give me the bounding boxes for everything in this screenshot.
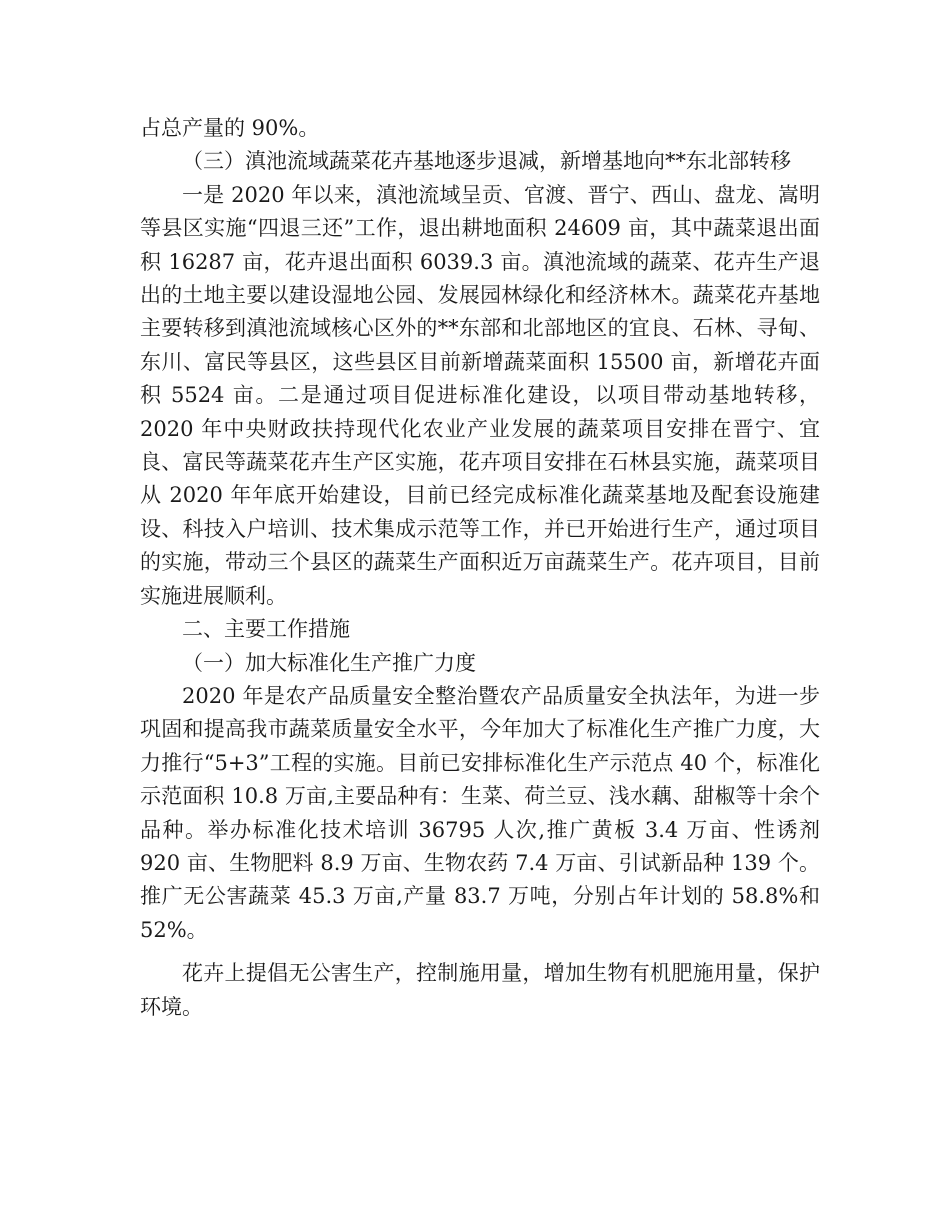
paragraph-body: 一是 2020 年以来，滇池流域呈贡、官渡、晋宁、西山、盘龙、嵩明等县区实施“四退三还”工作，退出耕地面积 24609 亩，其中蔬菜退出面积 16287 亩，花卉退出面积 6039.3 亩。滇池流域的蔬菜、花卉生产退出的土地主要以建设湿地公园、发展园林绿化和经济林木。蔬菜花卉基地主要转移到滇池流域核心区外的**东部和北部地区的宜良、石林、寻甸、东川、富民等县区，这些县区目前新增蔬菜面积 15500 亩，新增花卉面积 5524 亩。二是通过项目促进标准化建设，以项目带动基地转移，2020 年中央财政扶持现代化农业产业发展的蔬菜项目安排在晋宁、宜良、富民等蔬菜花卉生产区实施，花卉项目安排在石林县实施，蔬菜项目从 2020 年年底开始建设，目前已经完成标准化蔬菜基地及配套设施建设、科技入户培训、技术集成示范等工作，并已开始进行生产，通过项目的实施，带动三个县区的蔬菜生产面积近万亩蔬菜生产。花卉项目，目前实施进展顺利。 xyxy=(140,182,820,608)
section-heading-measures: 二、主要工作措施 xyxy=(182,617,350,642)
paragraph-body: 花卉上提倡无公害生产，控制施用量，增加生物有机肥施用量，保护环境。 xyxy=(140,961,820,1019)
paragraph-body: 2020 年是农产品质量安全整治暨农产品质量安全执法年，为进一步巩固和提高我市蔬菜质量安全水平，今年加大了标准化生产推广力度，大力推行“5+3”工程的实施。目前已安排标准化生产示范点 40 个，标准化示范面积 10.8 万亩,主要品种有：生菜、荷兰豆、浅水藕、甜椒等十余个品种。举办标准化技术培训 36795 人次,推广黄板 3.4 万亩、性诱剂 920 亩、生物肥料 8.9 万亩、生物农药 7.4 万亩、引试新品种 139 个。推广无公害蔬菜 45.3 万亩,产量 83.7 万吨，分别占年计划的 58.8%和 52%。 xyxy=(140,683,820,942)
paragraph-continuation: 占总产量的 90%。 xyxy=(140,116,320,140)
document-body xyxy=(140,112,820,1024)
subheading-section-3: （三）滇池流域蔬菜花卉基地逐步退减，新增基地向**东北部转移 xyxy=(182,149,791,174)
subheading-section-1: （一）加大标准化生产推广力度 xyxy=(182,650,476,675)
